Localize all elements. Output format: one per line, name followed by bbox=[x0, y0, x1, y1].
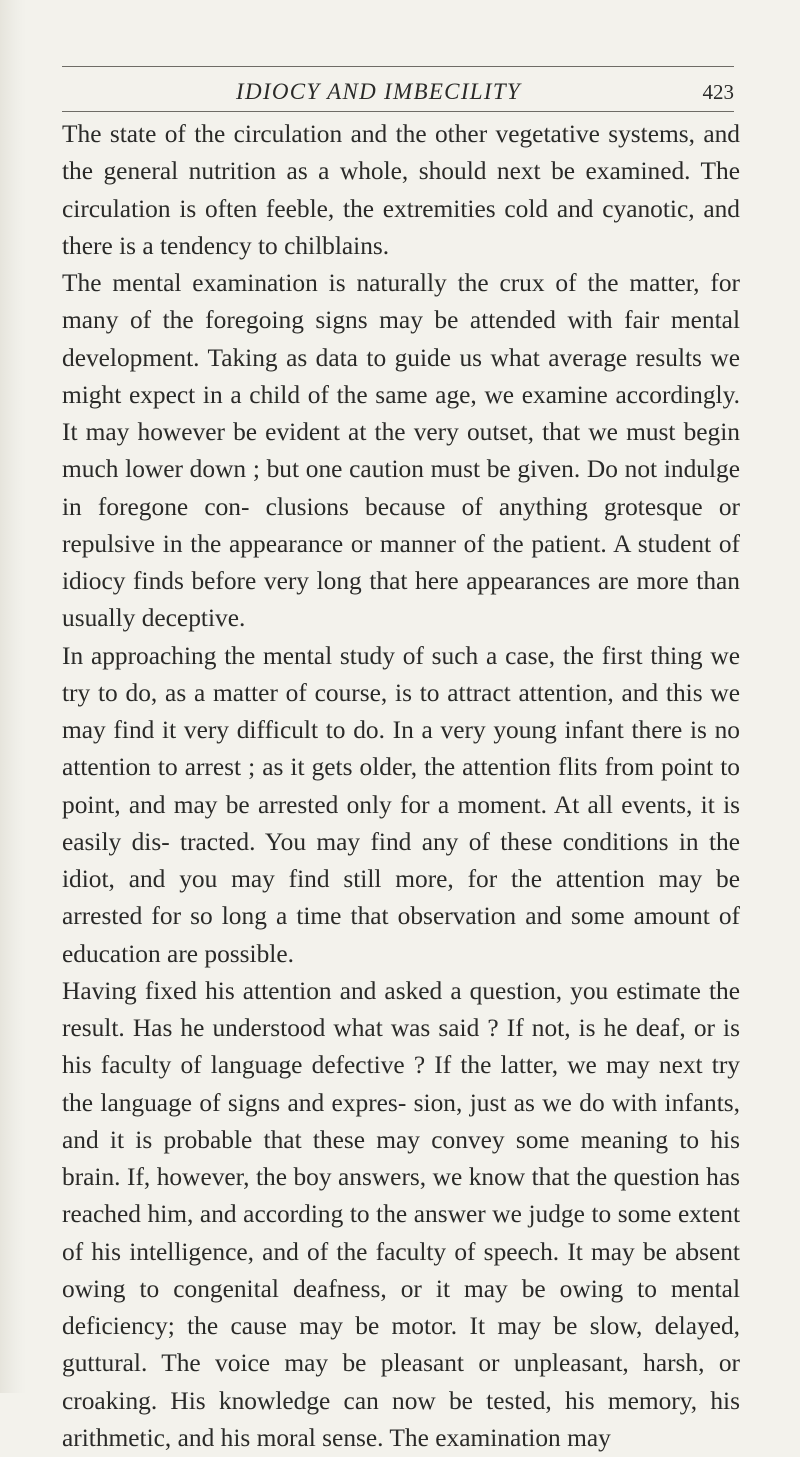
running-head: IDIOCY AND IMBECILITY bbox=[236, 79, 522, 104]
page-header bbox=[62, 74, 734, 110]
page-number: 423 bbox=[702, 80, 734, 104]
paragraph: The state of the circulation and the other vegetative systems, and the general nutrition as a whole, should next be examined. The circulation is often feeble, the extremities cold and cyanotic, and there is a tendency to chilblains. bbox=[62, 120, 740, 260]
paragraph: The mental examination is naturally the crux of the matter, for many of the foregoing signs may be attended with fair mental development. Taking as data to guide us what average results we might expect in a child of the same age, we examine accordingly. It may however be evident at the very outset, that we must begin much lower down ; but one caution must be given. Do not indulge in foregone con- clusions because of anything grotesque or repulsive in the appearance or manner of the patient. A student of idiocy finds before very long that here appearances are more than usually deceptive. bbox=[62, 269, 740, 633]
paragraph: In approaching the mental study of such a case, the first thing we try to do, as a matter of course, is to attract attention, and this we may find it very difficult to do. In a very young infant there is no attention to arrest ; as it gets older, the attention flits from point to point, and may be arrested only for a moment. At all events, it is easily dis- tracted. You may find any of these conditions in the idiot, and you may find still more, for the attention may be arrested for so long a time that observation and some amount of education are possible. bbox=[62, 641, 740, 968]
top-rule bbox=[62, 66, 734, 67]
page-gutter-shadow bbox=[0, 0, 26, 1393]
paragraph: Having fixed his attention and asked a question, you estimate the result. Has he understood what was said ? If not, is he deaf, or is his faculty of language defective ? If the latter, we may next try the language of signs and expres- sion, just as we do with infants, and it is probable that these may convey some meaning to his brain. If, however, the boy answers, we know that the question has reached him, and according to the answer we judge to some extent of his intelligence, and of the faculty of speech. It may be absent owing to congenital deafness, or it may be owing to mental deficiency; the cause may be motor. It may be slow, delayed, guttural. The voice may be pleasant or unpleasant, harsh, or croaking. His knowledge can now be tested, his memory, his arithmetic, and his moral sense. The examination may bbox=[62, 976, 740, 1452]
body-text bbox=[62, 116, 740, 1457]
header-rule bbox=[62, 111, 734, 112]
